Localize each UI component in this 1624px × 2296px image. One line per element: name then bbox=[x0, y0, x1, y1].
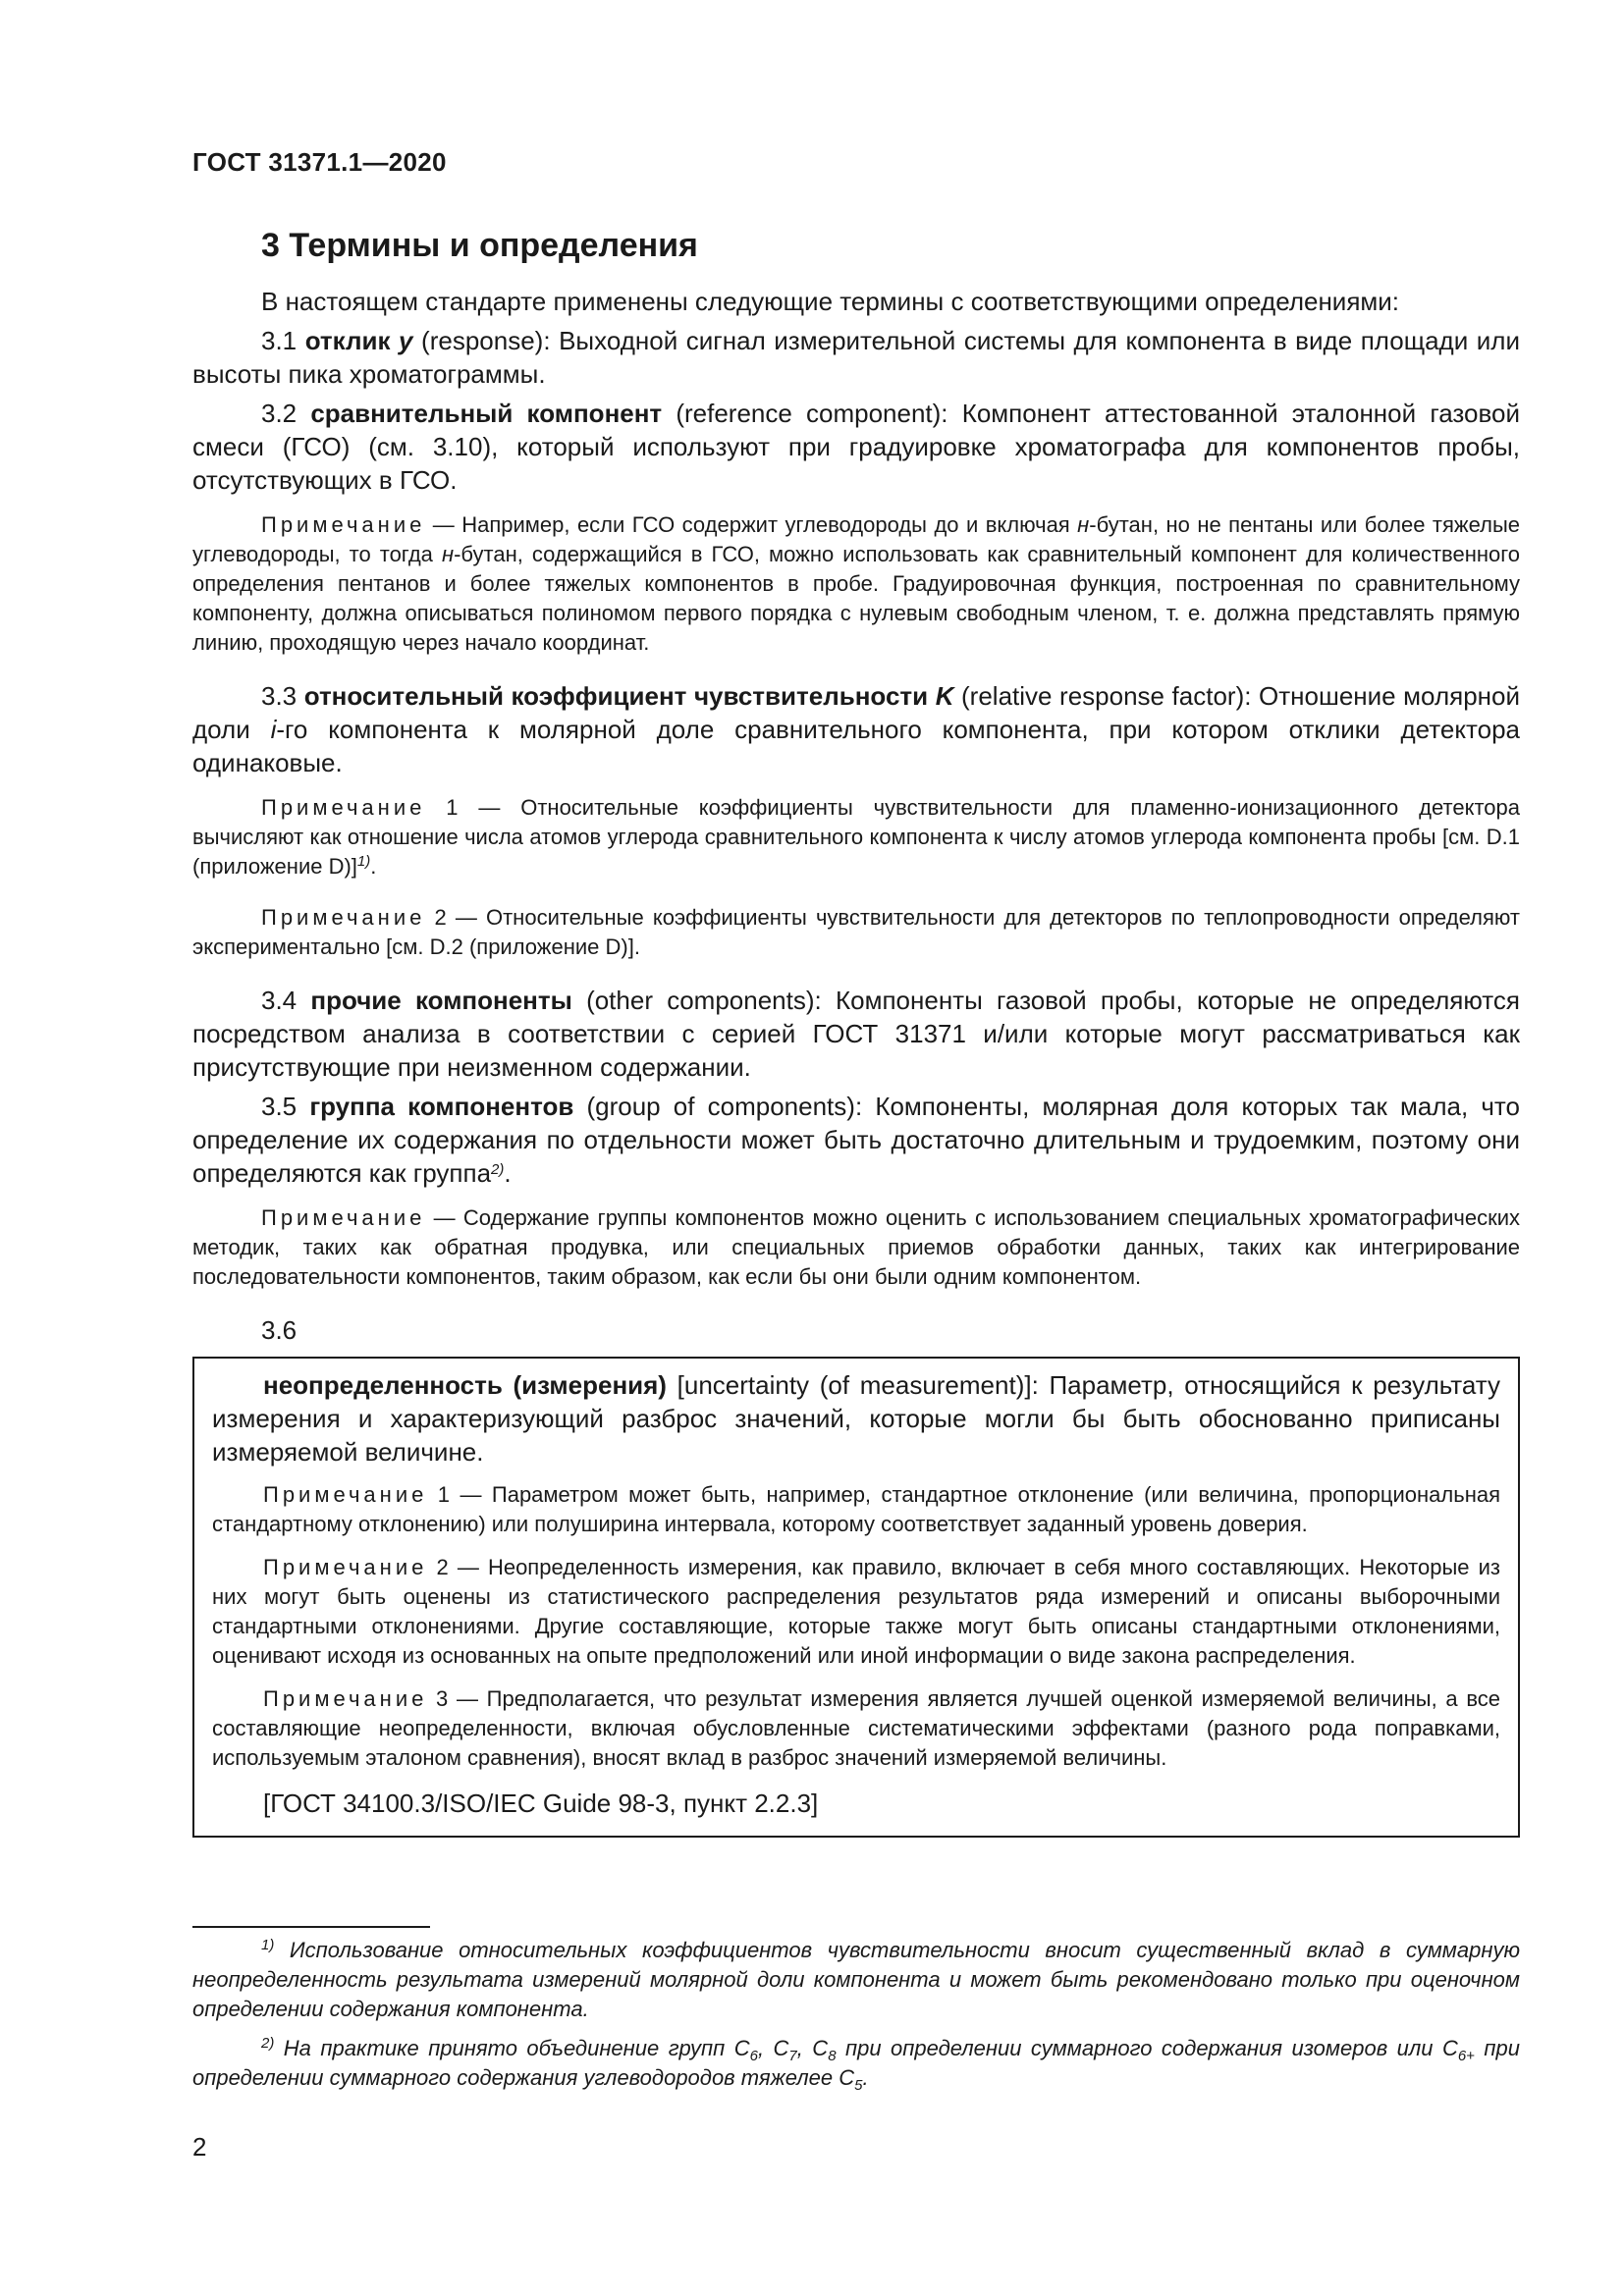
term-3-2 bbox=[192, 397, 1520, 497]
note-text: . bbox=[370, 854, 377, 879]
term-source: [ГОСТ 34100.3/ISO/IEC Guide 98-3, пункт 2.2.3] bbox=[263, 1789, 819, 1818]
note-3-2 bbox=[192, 510, 1520, 658]
term-definition: [uncertainty (of measurement)]: Параметр, относящийся к результату измерения и характеризующий разброс значений, которые могли бы быть обоснованно приписаны измеряемой величине. bbox=[212, 1370, 1501, 1467]
term-symbol: y bbox=[399, 326, 413, 355]
term-symbol: K bbox=[935, 681, 954, 711]
note-text: — Содержание группы компонентов можно оценить с использованием специальных хроматографических методик, таких как обратная продувка, или специальных приемов обработки данных, таких как интегрирование последовательности компонентов, таким образом, как если бы они были одним компонентом. bbox=[192, 1205, 1520, 1289]
term-3-5 bbox=[192, 1090, 1520, 1190]
note-label: Примечание bbox=[261, 795, 426, 820]
note-italic: н bbox=[441, 542, 455, 566]
term-3-4 bbox=[192, 984, 1520, 1084]
term-definition: . bbox=[504, 1158, 512, 1188]
document-header: ГОСТ 31371.1—2020 bbox=[192, 147, 447, 177]
footnote-text: , C bbox=[757, 2036, 789, 2060]
note-text: 2 — Относительные коэффициенты чувствительности для детекторов по теплопроводности определяют экспериментально [см. D.2 (приложение D)]. bbox=[192, 905, 1520, 959]
footnote-separator bbox=[192, 1926, 430, 1928]
note-text: 1 — Параметром может быть, например, стандартное отклонение (или величина, пропорциональная стандартному отклонению) или полуширина интервала, которому соответствует заданный уровень доверия. bbox=[212, 1482, 1500, 1536]
term-3-6 bbox=[212, 1368, 1500, 1468]
term-name: отклик bbox=[304, 326, 400, 355]
term-name: прочие компоненты bbox=[310, 986, 572, 1015]
page-number: 2 bbox=[192, 2132, 207, 2162]
note-text: -бутан, содержащийся в ГСО, можно использовать как сравнительный компонент для количественного определения пентанов и более тяжелых компонентов в пробе. Градуировочная функция, построенная по сравнительному компоненту, должна описываться полиномом первого порядка с нулевым свободным членом, т. е. должна представлять прямую линию, проходящую через начало координат. bbox=[192, 542, 1521, 655]
term-name: сравнительный компонент bbox=[310, 399, 663, 428]
footnotes bbox=[192, 1936, 1520, 2103]
note-label: Примечание bbox=[261, 905, 426, 930]
term-definition: (reference component): Компонент аттестованной эталонной газовой смеси (ГСО) (см. 3.10), который используют при градуировке хроматографа для компонентов пробы, отсутствующих в ГСО. bbox=[192, 399, 1520, 495]
note-text: 1 — Относительные коэффициенты чувствительности для пламенно-ионизационного детектора вычисляют как отношение числа атомов углерода сравнительного компонента к числу атомов углерода компонента пробы [см. D.1 (приложение D)] bbox=[192, 795, 1520, 879]
term-number: 3.5 bbox=[261, 1092, 310, 1121]
note-3-5 bbox=[192, 1203, 1520, 1292]
note-label: Примечание bbox=[263, 1686, 428, 1711]
term-name: неопределенность (измерения) bbox=[263, 1370, 667, 1400]
note-label: Примечание bbox=[263, 1555, 428, 1579]
footnote-mark: 1) bbox=[261, 1937, 275, 1953]
page-content bbox=[192, 224, 1520, 1838]
note-italic: н bbox=[1077, 512, 1090, 537]
term-3-6-number: 3.6 bbox=[261, 1315, 298, 1345]
note-3-3-2 bbox=[192, 903, 1520, 962]
term-definition: (relative response factor): Отношение молярной доли bbox=[192, 681, 1520, 744]
subscript: 6 bbox=[749, 2048, 758, 2064]
subscript: 6+ bbox=[1457, 2048, 1475, 2064]
term-number: 3.2 bbox=[261, 399, 311, 428]
subscript: 8 bbox=[828, 2048, 837, 2064]
note-3-3-1 bbox=[192, 793, 1520, 881]
subscript: 7 bbox=[788, 2048, 797, 2064]
term-3-3 bbox=[192, 679, 1520, 779]
term-definition: (response): Выходной сигнал измерительной системы для компонента в виде площади или высоты пика хроматограммы. bbox=[192, 326, 1520, 389]
term-definition: -го компонента к молярной доле сравнительного компонента, при котором отклики детектора одинаковые. bbox=[192, 715, 1521, 777]
footnote-1 bbox=[192, 1936, 1520, 2024]
footnote-text: На практике принято объединение групп C bbox=[274, 2036, 750, 2060]
term-name: группа компонентов bbox=[309, 1092, 574, 1121]
footnote-text: , C bbox=[796, 2036, 829, 2060]
note-3-6-3 bbox=[212, 1684, 1500, 1773]
subscript: 5 bbox=[854, 2077, 863, 2094]
footnote-text: . bbox=[862, 2065, 869, 2090]
term-name: относительный коэффициент чувствительности bbox=[303, 681, 936, 711]
note-label: Примечание bbox=[261, 512, 426, 537]
footnote-text: при определении суммарного содержания углеводородов тяжелее C bbox=[192, 2036, 1520, 2090]
footnote-mark: 2) bbox=[261, 2035, 275, 2052]
term-italic: i bbox=[270, 715, 277, 744]
note-label: Примечание bbox=[263, 1482, 428, 1507]
footnote-ref-2: 2) bbox=[491, 1161, 505, 1178]
note-text: 3 — Предполагается, что результат измерения является лучшей оценкой измеряемой величины, а все составляющие неопределенности, включая обусловленные систематическими эффектами (разного рода поправками, используемым эталоном сравнения), вносят вклад в разброс значений измеряемой величины. bbox=[212, 1686, 1500, 1770]
note-text: — Например, если ГСО содержит углеводороды до и включая bbox=[425, 512, 1078, 537]
section-title: 3 Термины и определения bbox=[261, 227, 698, 264]
term-number: 3.4 bbox=[261, 986, 311, 1015]
term-3-6-box bbox=[192, 1357, 1520, 1838]
term-definition: (group of components): Компоненты, молярная доля которых так мала, что определение их содержания по отдельности может быть достаточно длительным и трудоемким, поэтому они определяются как группа bbox=[192, 1092, 1521, 1188]
intro-paragraph: В настоящем стандарте применены следующие термины с соответствующими определениями: bbox=[261, 287, 1400, 316]
note-text: 2 — Неопределенность измерения, как правило, включает в себя много составляющих. Некоторые из них могут быть оценены из статистического распределения результатов ряда измерений и описаны выборочными стандартными отклонениями. Другие составляющие, которые также могут быть описаны стандартными отклонениями, оценивают исходя из основанных на опыте предположений или иной информации о виде закона распределения. bbox=[212, 1555, 1500, 1668]
note-3-6-2 bbox=[212, 1553, 1500, 1671]
footnote-text: при определении суммарного содержания изомеров или C bbox=[836, 2036, 1458, 2060]
footnote-2 bbox=[192, 2034, 1520, 2093]
note-label: Примечание bbox=[261, 1205, 426, 1230]
term-number: 3.3 bbox=[261, 681, 304, 711]
footnote-text: Использование относительных коэффициентов чувствительности вносит существенный вклад в суммарную неопределенность результата измерений молярной доли компонента и может быть рекомендовано только при оценочном определении содержания компонента. bbox=[192, 1938, 1520, 2021]
term-3-1 bbox=[192, 324, 1520, 391]
note-text: -бутан, но не пентаны или более тяжелые углеводороды, то тогда bbox=[192, 512, 1520, 566]
term-definition: (other components): Компоненты газовой пробы, которые не определяются посредством анализа в соответствии с серией ГОСТ 31371 и/или которые могут рассматриваться как присутствующие при неизменном содержании. bbox=[192, 986, 1521, 1082]
footnote-ref-1: 1) bbox=[356, 853, 371, 870]
term-number: 3.1 bbox=[261, 326, 305, 355]
note-3-6-1 bbox=[212, 1480, 1500, 1539]
